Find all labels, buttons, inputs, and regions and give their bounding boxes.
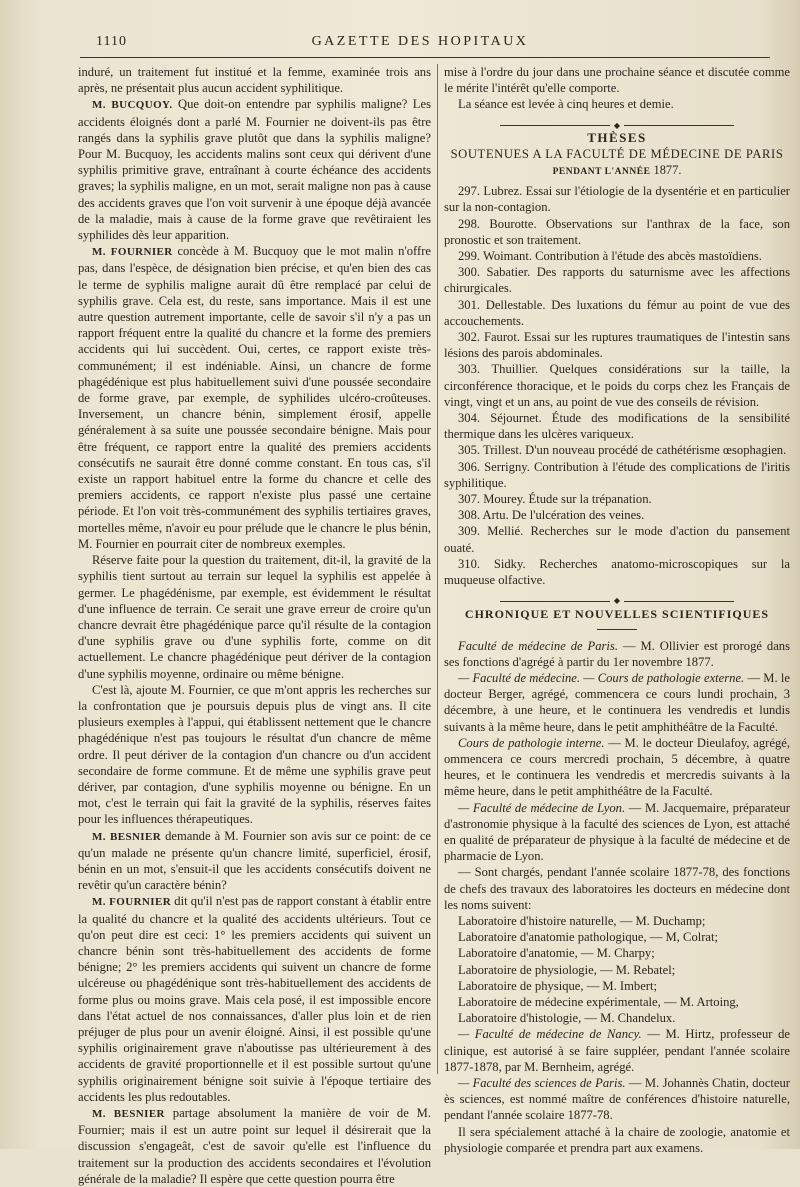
paragraph — [78, 893, 431, 1105]
section-separator: ◆ — [444, 117, 790, 125]
list-item: 306. Serrigny. Contribution à l'étude des complications de l'iritis syphilitique. — [444, 459, 790, 490]
page-header — [80, 30, 760, 52]
speaker-name: M. FOURNIER — [92, 896, 172, 909]
paragraph: Il sera spécialement attaché à la chaire de zoologie, anatomie et physiologie comparée et prendra part aux examens. — [444, 1124, 790, 1155]
list-item: 303. Thuillier. Quelques considérations sur la taille, la circonférence thoracique, et le poids du corps chez les Français de vingt, vingt et un ans, au point de vue des conseils de révision. — [444, 362, 790, 409]
page-number: 1110 — [96, 34, 127, 49]
speaker-name: M. BESNIER — [92, 830, 162, 843]
theses-heading: THÈSES — [587, 129, 647, 145]
list-item: 297. Lubrez. Essai sur l'étiologie de la dysentérie et en particulier sur la non-contagion. — [444, 184, 790, 215]
list-item: 300. Sabatier. Des rapports du saturnisme avec les affections chirurgicales. — [444, 265, 790, 296]
list-item: Laboratoire de physiologie, — M. Rebatel; — [458, 962, 676, 977]
list-item: Laboratoire d'histoire naturelle, — M. Duchamp; — [458, 913, 706, 928]
paragraph-text: demande à M. Fournier son avis sur ce point: de ce qu'un malade ne présente qu'un chancre limité, superficiel, érosif, bénin en un mot, s'ensuit-il que les accidents consécutifs doivent ne revêtir qu'un caractère bénin? — [78, 828, 432, 893]
journal-title: GAZETTE DES HOPITAUX — [311, 34, 529, 49]
paragraph — [444, 735, 790, 800]
paragraph-title: — Faculté des sciences de Paris. — [458, 1075, 626, 1090]
paragraph: La séance est levée à cinq heures et demie. — [458, 97, 674, 112]
paragraph: Réserve faite pour la question du traitement, dit-il, la gravité de la syphilis tient surtout au terrain sur lequel la syphilis est appelée à germer. Le phagédénisme, par exemple, est évidemment le résultat d'une influence de terrain. Ce serait une grave erreur de croire qu'un chancre devrait être phagédénique parce qu'il résulte de la contagion d'une syphilis grave ou d'une syphilis forte, comme on dit actuellement. Le chancre phagédénique peut dériver de la contagion d'une syphilis moyenne, ordinaire ou même bénigne. — [78, 553, 431, 681]
right-column — [444, 64, 790, 1156]
section-separator: ◆ — [444, 592, 790, 600]
paragraph — [444, 1026, 790, 1075]
list-item: Laboratoire de médecine expérimentale, — M. Artoing, — [458, 994, 739, 1009]
chronique-heading: CHRONIQUE ET NOUVELLES SCIENTIFIQUES — [464, 607, 770, 622]
list-item: 301. Dellestable. Des luxations du fémur au point de vue des accouchements. — [444, 297, 790, 328]
paragraph-text: Que doit-on entendre par syphilis maligne? Les accidents éloignés dont a parlé M. Fournier ne doivent-ils pas être rangés dans la syphilis grave plutôt que dans la syphilis maligne? Pour M. Bucquoy, les accidents malins sont ceux qui dérivent d'une syphilis primitive grave, entraînant à courte échéance des accidents graves; la syphilis maligne, en un mot, serait maligne non pas à cause des accidents graves que l'on voit survenir à une époque déjà avancée de la maladie, mais à cause de la forme grave que revêtiraient les syphilides dès leur apparition. — [78, 97, 431, 243]
paragraph-text: concède à M. Bucquoy que le mot malin n'offre pas, dans l'espèce, de désignation bien précise, et qu'en bien des cas le terme de syphilis maligne aurait dû être remplacé par celui de syphilis grave. Cela est, du reste, sans importance. Mais il est une autre question autrement importante, celle de savoir s'il n'y a pas un rapport fréquent entre la qualité du chancre et la forme des premiers accidents qui lui succèdent. Oui, certes, ce rapport existe très-communément; il est indéniable. Ainsi, un chancre de forme phagédénique est plus habituellement suivi d'une poussée secondaire de forme grave, par exemple, de syphilides ulcéro-croûteuses. Inversement, un chancre bénin, simplement érosif, appelle généralement à sa suite une poussée secondaire bénigne. Mais pour être fréquent, ce rapport entre la qualité des premiers accidents consécutifs ne saurait être donné comme constant. En tous cas, s'il existe un rapport habituel entre la forme du chancre et celle des premiers accidents, ce rapport n'existe plus passé une certaine période. Et l'on voit très-communément des syphilis tertiaires graves, mortelles même, n'avoir eu pour prélude que le chancre le plus bénin, M. Fournier en pourrait citer de nombreux exemples. — [78, 244, 431, 551]
paragraph: C'est là, ajoute M. Fournier, ce que m'ont appris les recherches sur la confrontation que je poursuis depuis plus de vingt ans. Il cite plusieurs exemples à l'appui, qui établissent nettement que le chancre phagédénique n'est pas toujours le résultat d'un chancre de même ordre. Il peut dériver de la contagion d'un chancre ou d'un accident secondaire de forme commune. Et de même une syphilis grave peut dériver, par contagion, d'une syphilis moyenne ou bénigne. En un mot, c'est le terrain qui fait la gravité de la syphilis, réserves faites pour les influences thérapeutiques. — [78, 682, 431, 827]
column-divider — [437, 64, 438, 1074]
list-item: 308. Artu. De l'ulcération des veines. — [458, 508, 645, 523]
list-item: 298. Bourotte. Observations sur l'anthrax de la face, son pronostic et son traitement. — [444, 216, 790, 247]
paragraph-text: dit qu'il n'est pas de rapport constant à établir entre la qualité du chancre et la qualité des accidents ultérieurs. Tout ce qu'on peut dire est ceci: 1° les premiers accidents qui suivent un chancre bénin sont très-habituellement des accidents de forme bénigne; 2° les premiers accidents qui suivent un chancre de forme ulcéreuse ou phagédénique sont très-habituellement des accidents de forme plus ou moins grave. Mais cela posé, il est impossible encore dans l'état actuel de nos connaissances, d'aller plus loin et de rien préjuger de plus pour un avenir éloigné. Ainsi, il est possible qu'une syphilis originairement grave n'aboutisse pas ultérieurement à des accidents de gravité proportionnelle et il est possible surtout qu'une syphilis originairement bénigne soit suivie à l'époque tertiaire des accidents les plus redoutables. — [78, 894, 432, 1104]
paragraph: mise à l'ordre du jour dans une prochaine séance et discutée comme le mérite l'intérêt qu'elle comporte. — [444, 65, 790, 96]
laboratory-list — [444, 913, 790, 1026]
speaker-name: M. BUCQUOY. — [92, 99, 173, 112]
paragraph-text: partage absolument la manière de voir de M. Fournier; mais il est un autre point sur lequel il désirerait que la discussion s'engageât, c'est de savoir qu'elle est l'influence du traitement sur la production des accidents secondaires et l'évolution générale de la maladie? Il espère que cette question pourra être — [78, 1106, 431, 1186]
list-item: 310. Sidky. Recherches anatomo-microscopiques sur la muqueuse olfactive. — [444, 556, 790, 588]
paragraph — [444, 800, 790, 865]
list-item: Laboratoire d'anatomie pathologique, — M, Colrat; — [458, 930, 719, 945]
period-label: PENDANT L'ANNÉE — [552, 167, 651, 178]
header-rule — [80, 57, 770, 58]
paragraph: induré, un traitement fut institué et la femme, examinée trois ans après, ne présentait plus aucun accident syphilitique. — [78, 65, 431, 96]
paragraph — [78, 828, 431, 894]
list-item: 305. Trillest. D'un nouveau procédé de cathétérisme œsophagien. — [458, 443, 787, 458]
theses-period — [444, 162, 790, 180]
paragraph-text: — M. Hirtz, professeur de clinique, est autorisé à se faire suppléer, pendant l'année scolaire 1877-1878, par M. Bernheim, agrégé. — [444, 1027, 790, 1074]
paragraph — [444, 638, 790, 670]
paragraph-title: Cours de pathologie interne. — [458, 735, 605, 750]
paragraph-text: — M. Jacquemaire, préparateur d'astronomie physique à la faculté des sciences de Lyon, est attaché en qualité de préparateur de physique à la faculté de médecine et de pharmacie de Lyon. — [444, 800, 790, 864]
list-item: Laboratoire d'anatomie, — M. Charpy; — [458, 946, 655, 961]
paragraph — [78, 1105, 431, 1187]
list-item: 307. Mourey. Étude sur la trépanation. — [458, 492, 652, 507]
list-item: 309. Mellié. Recherches sur le mode d'action du pansement ouaté. — [444, 524, 790, 555]
left-column — [78, 64, 431, 1187]
speaker-name: M. BESNIER — [92, 1108, 165, 1120]
paragraph-text: — M. le docteur Berger, agrégé, commencera ce cours lundi prochain, 3 décembre, à une heure, et le continuera les vendredis et lundis suivants à la même heure, dans le petit amphithéâtre de la Faculté. — [444, 670, 790, 734]
list-item: 299. Woimant. Contribution à l'étude des abcès mastoïdiens. — [458, 249, 762, 264]
paragraph-text: — M. Johannès Chatin, docteur ès sciences, est nommé maître de conférences d'histoire naturelle, pendant l'année scolaire 1877-78. — [444, 1075, 790, 1123]
paragraph-title: — Faculté de médecine de Nancy. — [458, 1027, 642, 1042]
paragraph — [78, 96, 431, 243]
paragraph-text: — M. le docteur Dieulafoy, agrégé, ommencera ce cours mercredi prochain, 5 décembre, à quatre heures, et le continuera les vendredis et mercredis suivants à la même heure, dans le petit amphithéâtre de la Faculté. — [444, 735, 790, 799]
theses-list — [444, 183, 790, 588]
paragraph — [444, 1075, 790, 1124]
list-item: Laboratoire d'histologie, — M. Chandelux. — [458, 1011, 676, 1026]
paragraph-title: — Faculté de médecine de Lyon. — [458, 800, 626, 815]
paragraph — [444, 670, 790, 735]
paragraph-title: — Faculté de médecine. — Cours de pathologie externe. — [458, 670, 745, 685]
list-item: 302. Faurot. Essai sur les ruptures traumatiques de l'intestin sans lésions des parois abdominales. — [444, 330, 790, 361]
list-item: 304. Séjournet. Étude des modifications de la sensibilité thermique dans les ulcères variqueux. — [444, 411, 790, 442]
speaker-name: M. FOURNIER — [92, 246, 173, 259]
paragraph — [78, 243, 431, 552]
paragraph: — Sont chargés, pendant l'année scolaire 1877-78, des fonctions de chefs des travaux des laboratoires les docteurs en médecine dont les noms suivent: — [444, 865, 790, 912]
paragraph-title: Faculté de médecine de Paris. — [458, 638, 618, 653]
list-item: Laboratoire de physique, — M. Imbert; — [458, 978, 657, 993]
period-year: 1877. — [653, 163, 682, 178]
paragraph-text: — M. Ollivier est prorogé dans ses fonctions d'agrégé à partir du 1er novembre 1877. — [444, 638, 790, 669]
chronique-rule — [597, 629, 637, 630]
theses-subheading: SOUTENUES A LA FACULTÉ DE MÉDECINE DE PARIS — [450, 146, 784, 161]
